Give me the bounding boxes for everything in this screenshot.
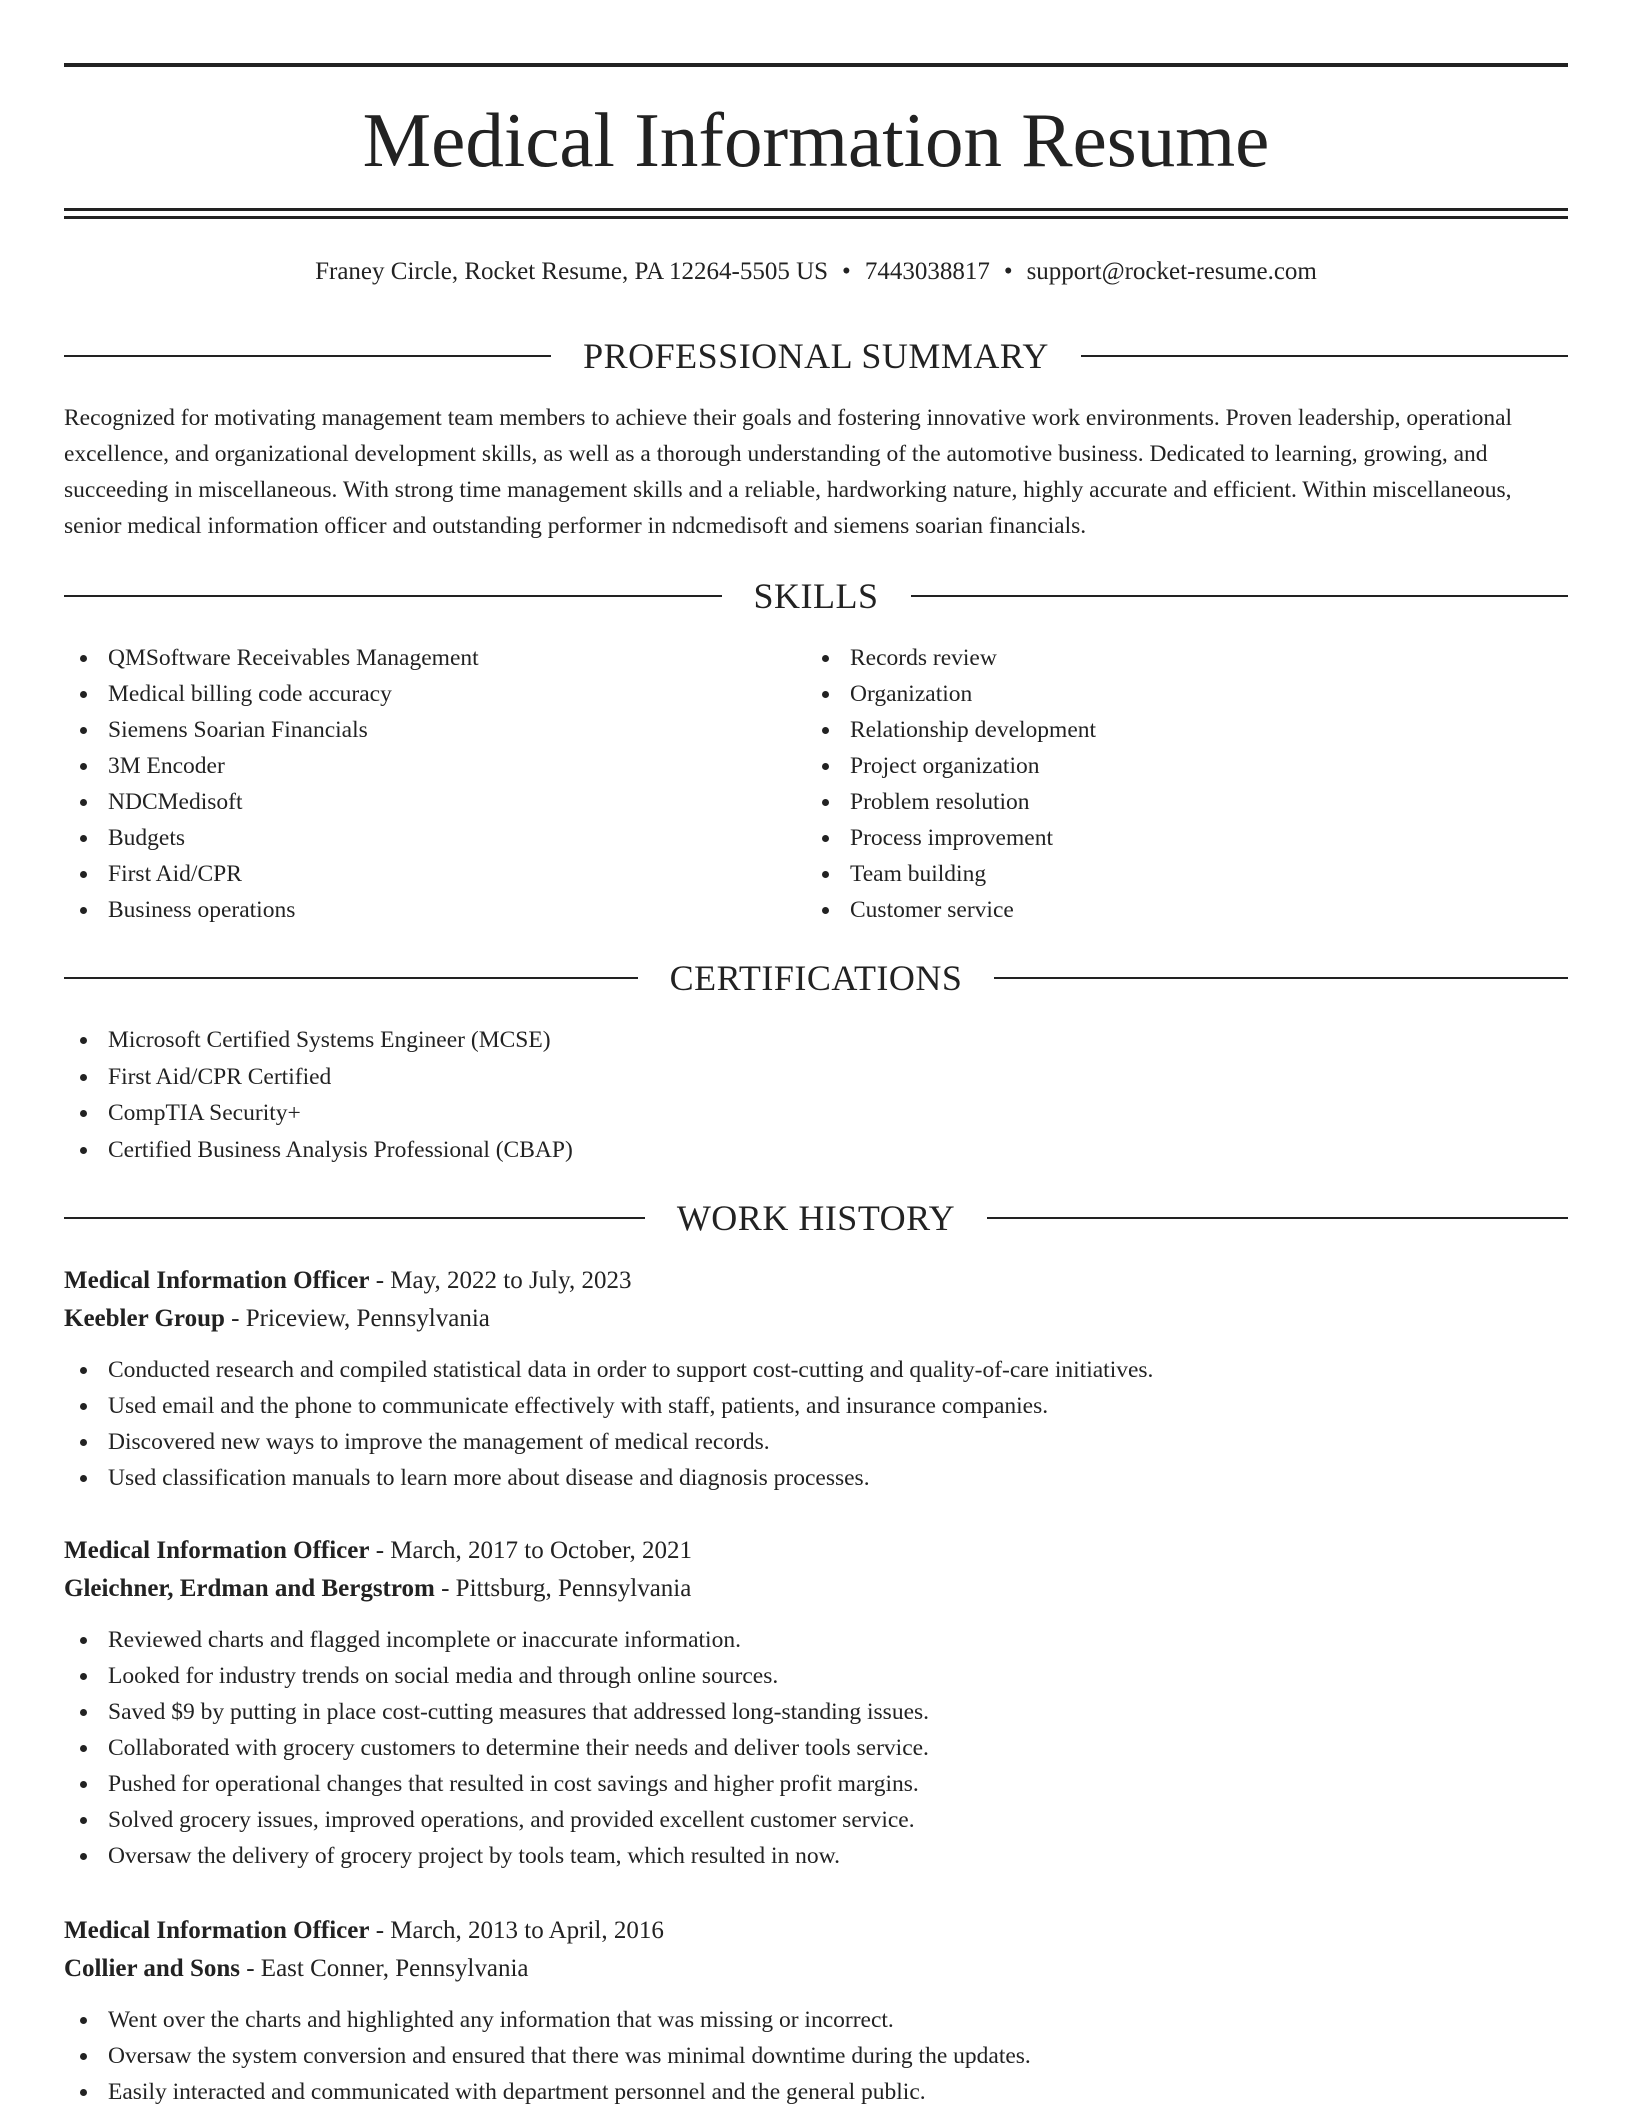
job-bullet: Solved grocery issues, improved operations, and provided excellent customer service. — [64, 1802, 1568, 1838]
skill-item: Business operations — [64, 892, 804, 928]
contact-line — [64, 254, 1568, 290]
section-header-skills — [64, 574, 1568, 618]
job-entry — [64, 1262, 1568, 1496]
job-location: - East Conner, Pennsylvania — [239, 1955, 529, 1982]
section-rule — [64, 977, 638, 979]
job-bullet: Saved $9 by putting in place cost-cutting measures that addressed long-standing issues. — [64, 1694, 1568, 1730]
job-bullet: Reviewed charts and flagged incomplete or inaccurate information. — [64, 1622, 1568, 1658]
section-header-work-history — [64, 1196, 1568, 1240]
section-title-summary: PROFESSIONAL SUMMARY — [583, 336, 1049, 376]
certification-item: Microsoft Certified Systems Engineer (MCSE) — [64, 1022, 1568, 1059]
skill-item: Team building — [806, 856, 1566, 892]
section-rule — [987, 1217, 1568, 1219]
top-rule — [64, 63, 1568, 67]
job-company: Collier and Sons — [64, 1955, 240, 1982]
certification-item: First Aid/CPR Certified — [64, 1059, 1568, 1096]
skill-item: Medical billing code accuracy — [64, 676, 804, 712]
job-bullet: Discovered new ways to improve the management of medical records. — [64, 1424, 1568, 1460]
job-title-line — [64, 1912, 1568, 1950]
section-rule — [64, 1217, 645, 1219]
section-header-certifications — [64, 956, 1568, 1000]
skill-item: Relationship development — [806, 712, 1566, 748]
job-title-line — [64, 1262, 1568, 1300]
job-dates: - May, 2022 to July, 2023 — [369, 1267, 632, 1294]
job-bullet: Used email and the phone to communicate effectively with staff, patients, and insurance companies. — [64, 1388, 1568, 1424]
contact-separator: • — [842, 258, 851, 285]
job-bullet: Conducted research and compiled statistical data in order to support cost-cutting and quality-of-care initiatives. — [64, 1352, 1568, 1388]
contact-phone: 7443038817 — [864, 258, 990, 285]
section-rule — [911, 595, 1569, 597]
job-company: Keebler Group — [64, 1305, 225, 1332]
job-entry — [64, 1912, 1568, 2110]
job-dates: - March, 2017 to October, 2021 — [369, 1537, 693, 1564]
section-rule — [994, 977, 1568, 979]
skill-item: Customer service — [806, 892, 1566, 928]
skills-list-left — [64, 640, 804, 928]
skill-item: QMSoftware Receivables Management — [64, 640, 804, 676]
job-company: Gleichner, Erdman and Bergstrom — [64, 1575, 435, 1602]
section-header-summary — [64, 334, 1568, 378]
contact-email[interactable]: support@rocket-resume.com — [1026, 258, 1317, 285]
job-entry — [64, 1532, 1568, 1874]
skill-item: Budgets — [64, 820, 804, 856]
section-title-certifications: CERTIFICATIONS — [669, 958, 963, 998]
contact-separator: • — [1003, 258, 1013, 285]
section-title-work-history: WORK HISTORY — [676, 1198, 956, 1238]
job-bullets — [64, 1352, 1568, 1496]
job-bullet: Used classification manuals to learn more about disease and diagnosis processes. — [64, 1460, 1568, 1496]
job-bullet: Oversaw the system conversion and ensured that there was minimal downtime during the updates. — [64, 2038, 1568, 2074]
skills-list-right — [806, 640, 1566, 928]
job-company-line — [64, 1570, 1568, 1608]
job-bullet: Pushed for operational changes that resulted in cost savings and higher profit margins. — [64, 1766, 1568, 1802]
job-location: - Pittsburg, Pennsylvania — [434, 1575, 692, 1602]
section-rule — [64, 355, 551, 357]
job-bullet: Went over the charts and highlighted any information that was missing or incorrect. — [64, 2002, 1568, 2038]
job-bullet: Oversaw the delivery of grocery project by tools team, which resulted in now. — [64, 1838, 1568, 1874]
section-title-skills: SKILLS — [753, 576, 879, 616]
skill-item: NDCMedisoft — [64, 784, 804, 820]
job-title-line — [64, 1532, 1568, 1570]
certifications-list — [64, 1022, 1568, 1168]
skill-item: Problem resolution — [806, 784, 1566, 820]
job-bullet: Looked for industry trends on social media and through online sources. — [64, 1658, 1568, 1694]
job-bullet: Easily interacted and communicated with department personnel and the general public. — [64, 2074, 1568, 2110]
skill-item: Process improvement — [806, 820, 1566, 856]
certification-item: CompTIA Security+ — [64, 1095, 1568, 1132]
contact-address: Franey Circle, Rocket Resume, PA 12264-5505 US — [315, 258, 829, 285]
job-bullets — [64, 2002, 1568, 2110]
job-company-line — [64, 1300, 1568, 1338]
skill-item: Project organization — [806, 748, 1566, 784]
certification-item: Certified Business Analysis Professional (CBAP) — [64, 1132, 1568, 1169]
title-double-rule-upper — [64, 208, 1568, 211]
skill-item: Organization — [806, 676, 1566, 712]
job-dates: - March, 2013 to April, 2016 — [369, 1917, 664, 1944]
skill-item: 3M Encoder — [64, 748, 804, 784]
summary-text: Recognized for motivating management team members to achieve their goals and fostering innovative work environments. Proven leadership, operational excellence, and organizational development skills, as well as a thorough understanding of the automotive business. Dedicated to learning, growing, and succeeding in miscellaneous. With strong time management skills and a reliable, hardworking nature, highly accurate and efficient. Within miscellaneous, senior medical information officer and outstanding performer in ndcmedisoft and siemens soarian financials. — [64, 405, 1513, 539]
skill-item: Records review — [806, 640, 1566, 676]
section-rule — [64, 595, 722, 597]
job-location: - Priceview, Pennsylvania — [224, 1305, 490, 1332]
job-title: Medical Information Officer — [64, 1267, 370, 1294]
section-rule — [1081, 355, 1568, 357]
resume-title: Medical Information Resume — [362, 97, 1270, 183]
skill-item: First Aid/CPR — [64, 856, 804, 892]
skill-item: Siemens Soarian Financials — [64, 712, 804, 748]
job-company-line — [64, 1950, 1568, 1988]
job-bullets — [64, 1622, 1568, 1874]
job-title: Medical Information Officer — [64, 1537, 370, 1564]
job-title: Medical Information Officer — [64, 1917, 370, 1944]
job-bullet: Collaborated with grocery customers to determine their needs and deliver tools service. — [64, 1730, 1568, 1766]
title-double-rule-lower — [64, 216, 1568, 219]
